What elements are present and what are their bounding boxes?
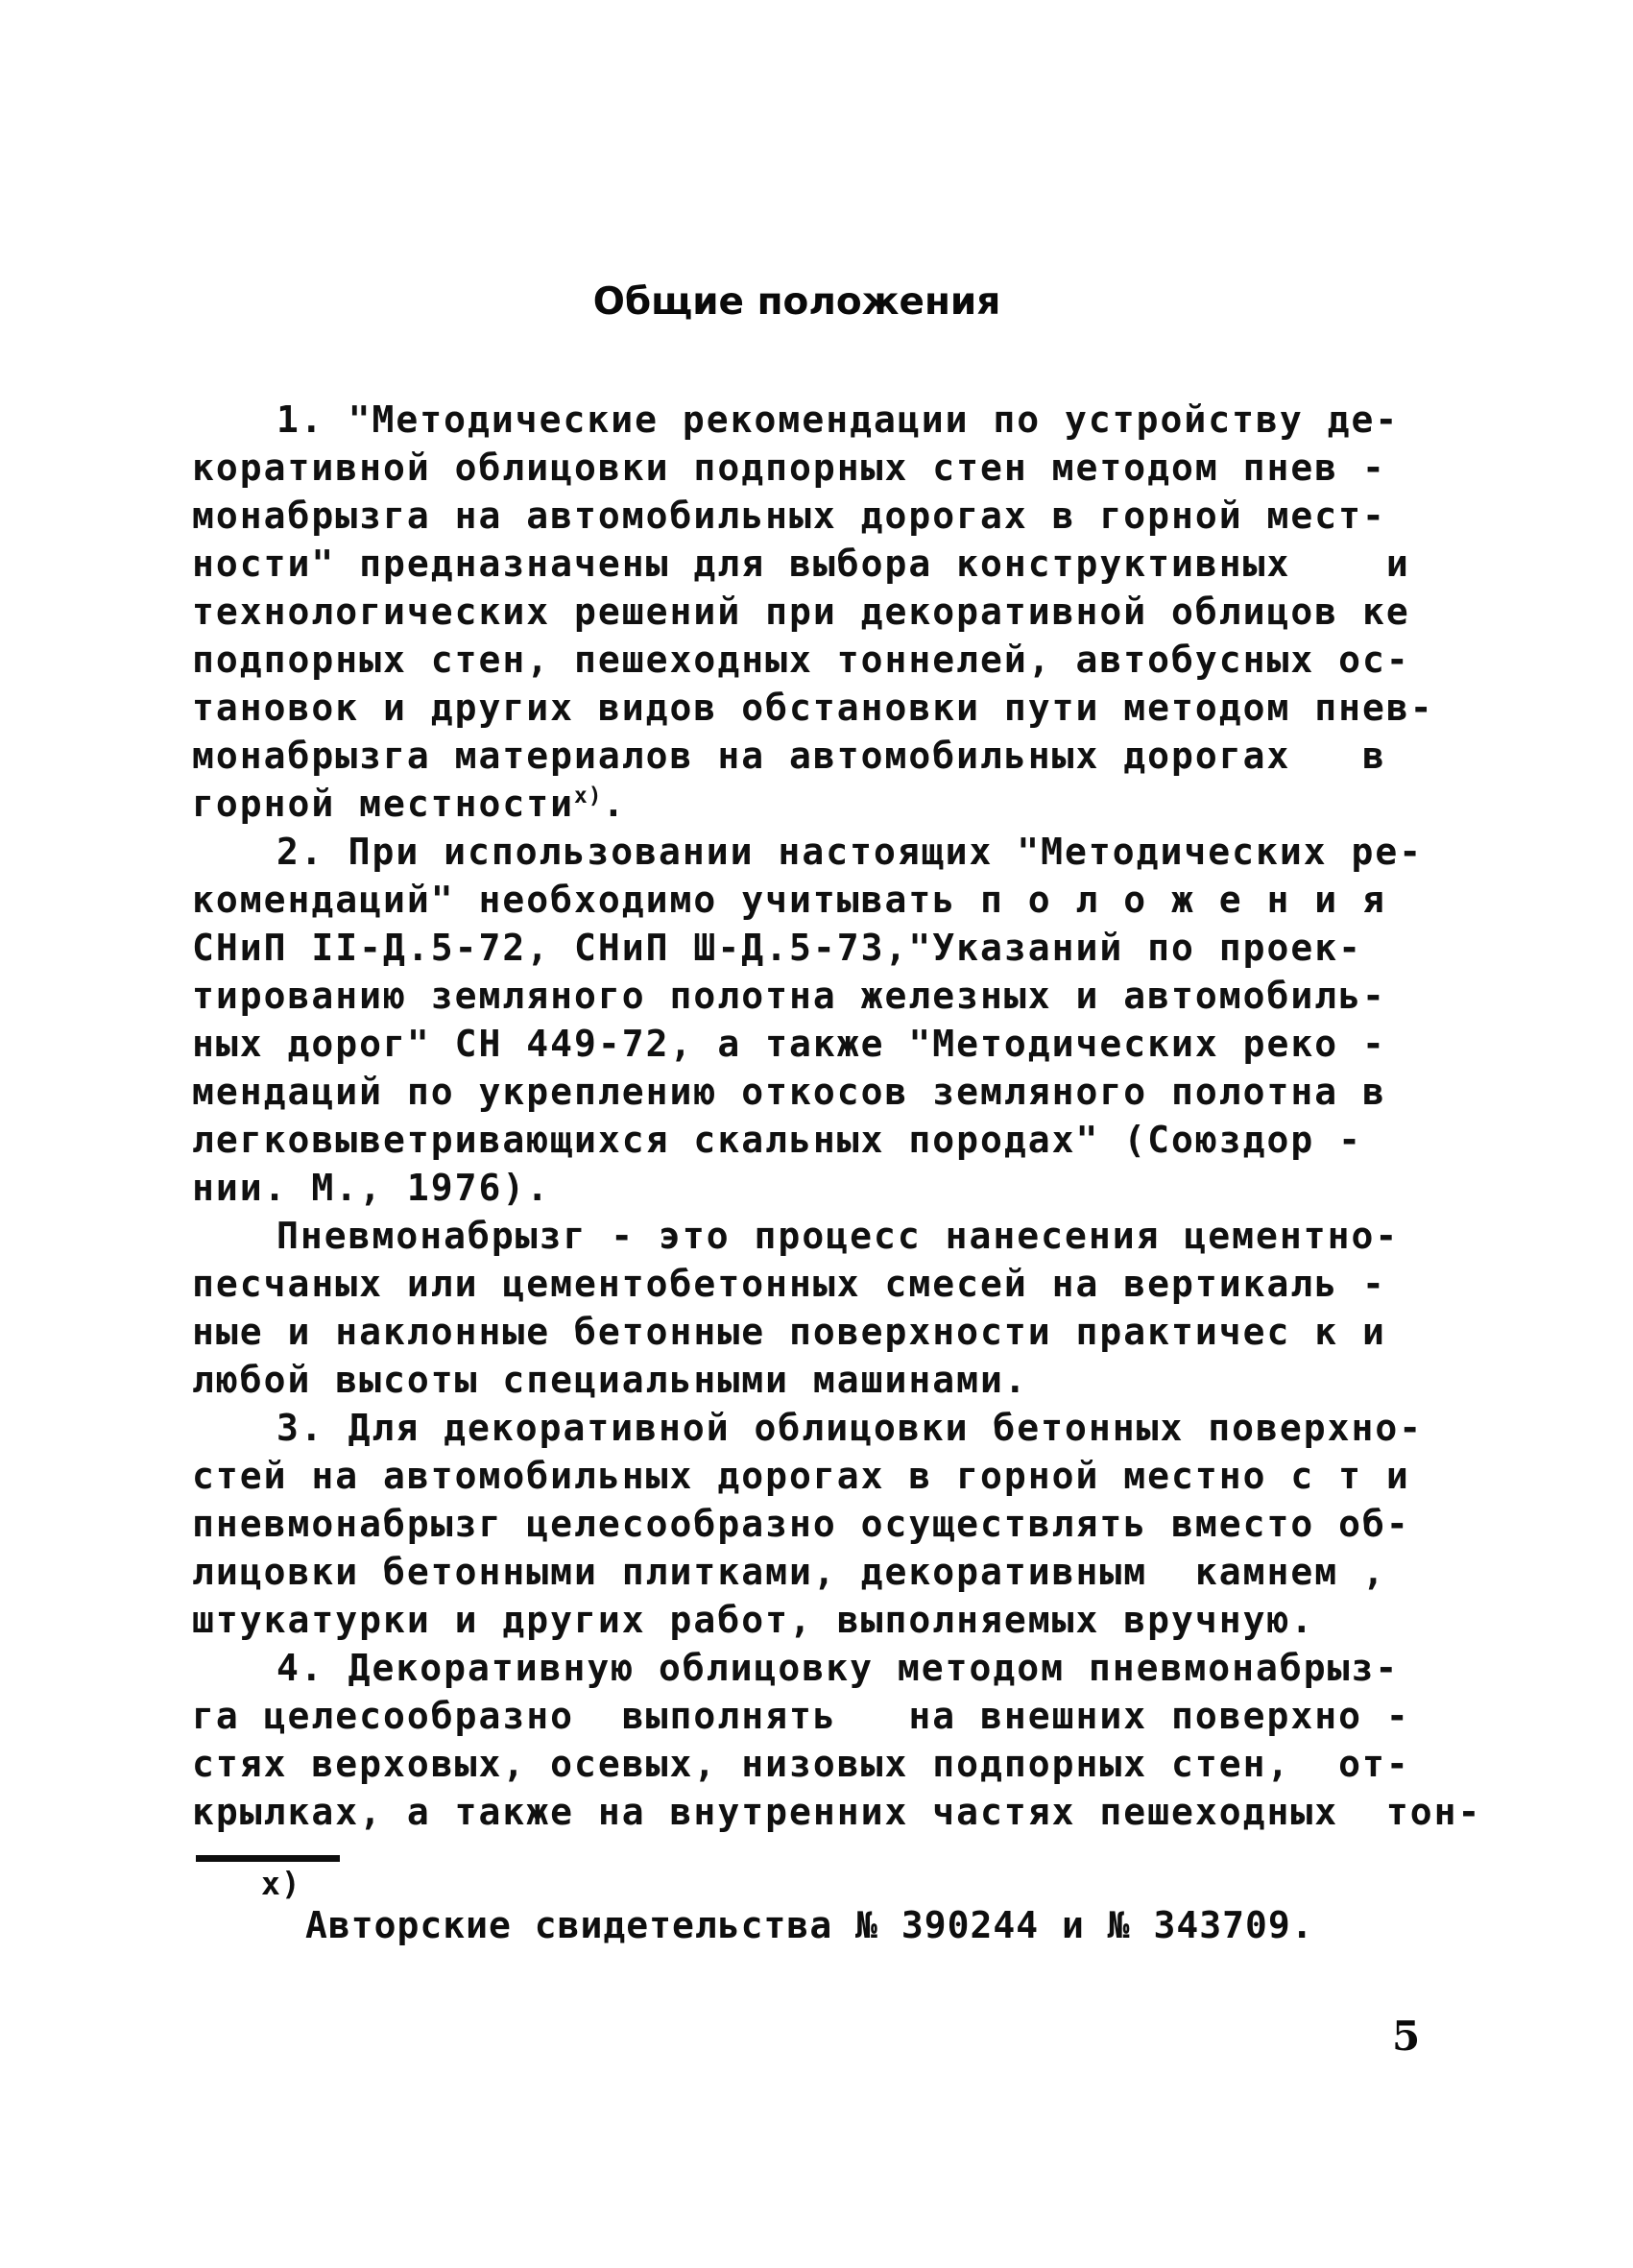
text-line: [192, 780, 1469, 828]
document-body: [192, 396, 1482, 1836]
text-line: крылках, а также на внутренних частях пешеходных тон-: [192, 1791, 1482, 1833]
text-line: монабрызга материалов на автомобильных дорогах в: [192, 735, 1386, 777]
footnote-reference: х): [574, 784, 603, 808]
text-line: комендаций" необходимо учитывать п о л о ж е н и я: [192, 879, 1386, 921]
text-line: любой высоты специальными машинами.: [192, 1359, 1028, 1401]
text-line: мендаций по укреплению откосов земляного полотна в: [192, 1071, 1386, 1113]
text-line: 1. "Методические рекомендации по устройству де-: [276, 398, 1400, 441]
text-line: ные и наклонные бетонные поверхности практичес к и: [192, 1311, 1386, 1353]
footnote-text: Авторские свидетельства № 390244 и № 343709.: [305, 1904, 1314, 1946]
text-line: лицовки бетонными плитками, декоративным камнем ,: [192, 1551, 1386, 1593]
text-line: СНиП II-Д.5-72, СНиП Ш-Д.5-73,"Указаний по проек-: [192, 927, 1363, 969]
text-line: стей на автомобильных дорогах в горной местно с т и: [192, 1455, 1410, 1497]
text-line: стях верховых, осевых, низовых подпорных стен, от-: [192, 1743, 1410, 1785]
text-line: технологических решений при декоративной облицов ке: [192, 591, 1410, 633]
text-line: легковыветривающихся скальных породах" (Союздор -: [192, 1119, 1363, 1161]
text-line: песчаных или цементобетонных смесей на вертикаль -: [192, 1263, 1386, 1305]
text-line: монабрызга на автомобильных дорогах в горной мест-: [192, 495, 1386, 537]
text-line: штукатурки и других работ, выполняемых вручную.: [192, 1599, 1315, 1641]
text-line-fragment: .: [602, 783, 627, 825]
text-line: пневмонабрызг целесообразно осуществлять вместо об-: [192, 1503, 1410, 1545]
footnote-divider: [196, 1855, 340, 1862]
page-number: 5: [1392, 2013, 1421, 2060]
text-line: коративной облицовки подпорных стен методом пнев -: [192, 446, 1386, 489]
text-line: ных дорог" СН 449-72, а также "Методических реко -: [192, 1023, 1386, 1065]
footnote-marker: х): [261, 1865, 301, 1902]
text-line: нии. М., 1976).: [192, 1167, 551, 1209]
text-line: тированию земляного полотна железных и автомобиль-: [192, 975, 1386, 1017]
text-line: га целесообразно выполнять на внешних поверхно -: [192, 1695, 1410, 1737]
page-title: Общие положения: [592, 280, 1001, 324]
text-line: 3. Для декоративной облицовки бетонных поверхно-: [276, 1407, 1424, 1449]
text-line: 2. При использовании настоящих "Методических ре-: [276, 831, 1424, 873]
text-line: ности" предназначены для выбора конструктивных и: [192, 543, 1410, 585]
text-line: 4. Декоративную облицовку методом пневмонабрыз-: [276, 1647, 1400, 1689]
text-line: Пневмонабрызг - это процесс нанесения цементно-: [276, 1215, 1400, 1257]
text-line: подпорных стен, пешеходных тоннелей, автобусных ос-: [192, 639, 1410, 681]
text-line-fragment: горной местности: [192, 783, 575, 825]
text-line: тановок и других видов обстановки пути методом пнев-: [192, 687, 1434, 729]
